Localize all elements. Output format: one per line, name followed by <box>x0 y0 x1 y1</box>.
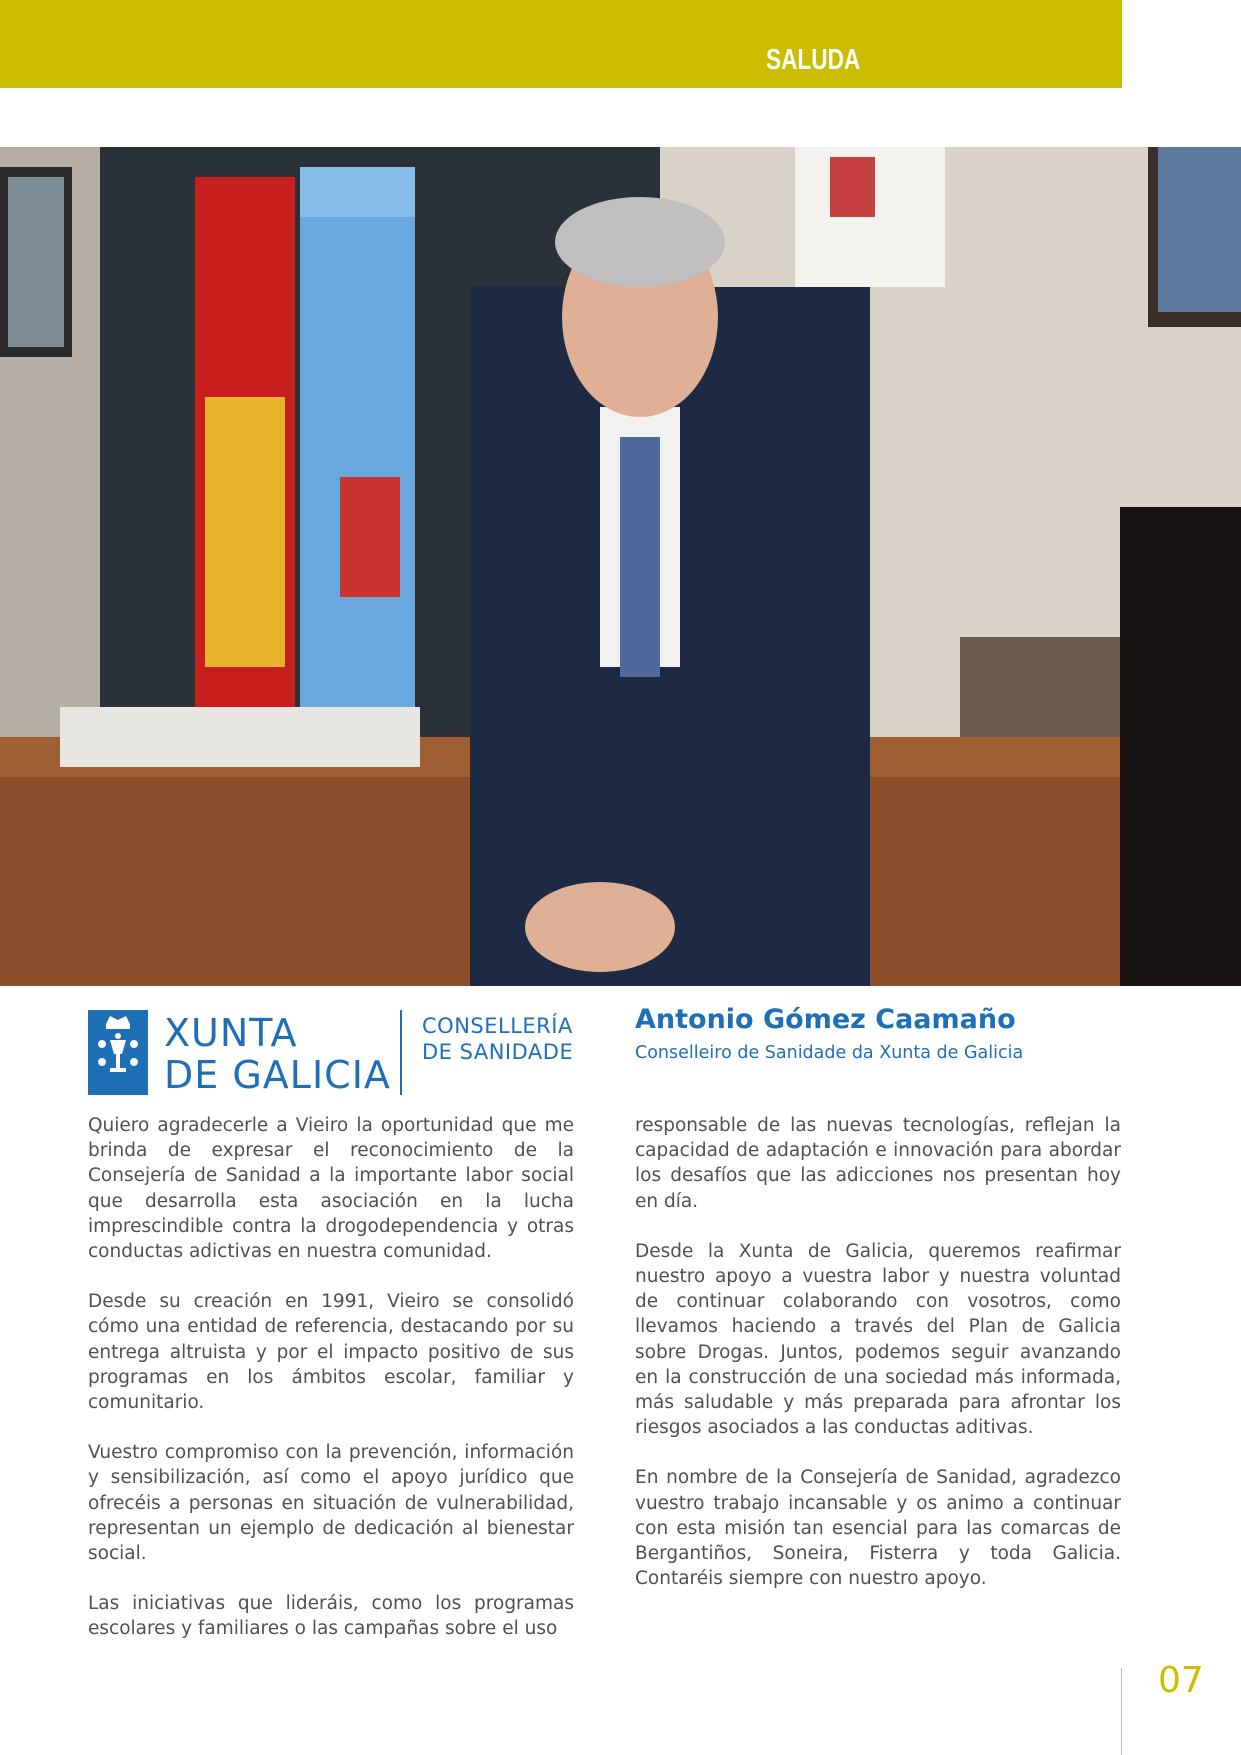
body-paragraph: Las iniciativas que lideráis, como los programas escolares y familiares o las campañas sobre el uso <box>88 1593 574 1640</box>
section-title: SALUDA <box>766 44 861 76</box>
author-name: Antonio Gómez Caamaño <box>635 1004 1016 1035</box>
page-number: 07 <box>1158 1660 1204 1701</box>
page-number-divider <box>1121 1668 1122 1755</box>
logo-department-line1: CONSELLERÍA <box>422 1014 573 1038</box>
logo-text-xunta: XUNTA <box>164 1011 298 1055</box>
body-paragraph: En nombre de la Consejería de Sanidad, agradezco vuestro trabajo incansable y os animo a continuar con esta misión tan esencial para las comarcas de Bergantiños, Soneira, Fisterra y toda Galicia. Contaréis siempre con nuestro apoyo. <box>635 1467 1121 1590</box>
portrait-illustration <box>0 147 1241 986</box>
galicia-shield-icon <box>88 1010 148 1095</box>
body-paragraph: Vuestro compromiso con la prevención, información y sensibilización, así como el apoyo jurídico que ofrecéis a personas en situación de vulnerabilidad, representan un ejemplo de dedicación al bienestar social. <box>88 1442 574 1565</box>
portrait-photo <box>0 147 1241 986</box>
shield-emblem <box>88 1010 148 1095</box>
xunta-logo <box>88 1010 588 1100</box>
body-paragraph: Desde la Xunta de Galicia, queremos reafirmar nuestro apoyo a vuestra labor y nuestra voluntad de continuar colaborando con vosotros, como llevamos haciendo a través del Plan de Galicia sobre Drogas. Juntos, podemos seguir avanzando en la construcción de una sociedad más informada, más saludable y más preparada para afrontar los riesgos asociados a las conductas aditivas. <box>635 1240 1121 1439</box>
left-column <box>88 1113 574 1667</box>
header-bar <box>0 0 1122 88</box>
body-paragraph: responsable de las nuevas tecnologías, reflejan la capacidad de adaptación e innovación para abordar los desafíos que las adicciones nos presentan hoy en día. <box>635 1115 1121 1212</box>
body-paragraph: Desde su creación en 1991, Vieiro se consolidó cómo una entidad de referencia, destacando por su entrega altruista y por el impacto positivo de sus programas en los ámbitos escolar, familiar y comunitario. <box>88 1291 574 1414</box>
logo-department-line2: DE SANIDADE <box>422 1040 574 1064</box>
logo-text-galicia: DE GALICIA <box>164 1053 391 1097</box>
body-paragraph: Quiero agradecerle a Vieiro la oportunidad que me brinda de expresar el reconocimiento de la Consejería de Sanidad a la importante labor social que desarrolla esta asociación en la lucha imprescindible contra la drogodependencia y otras conductas adictivas en nuestra comunidad. <box>88 1115 574 1263</box>
logo-divider <box>400 1010 402 1095</box>
right-column <box>635 1113 1121 1616</box>
author-role: Conselleiro de Sanidade da Xunta de Galicia <box>635 1043 1024 1063</box>
